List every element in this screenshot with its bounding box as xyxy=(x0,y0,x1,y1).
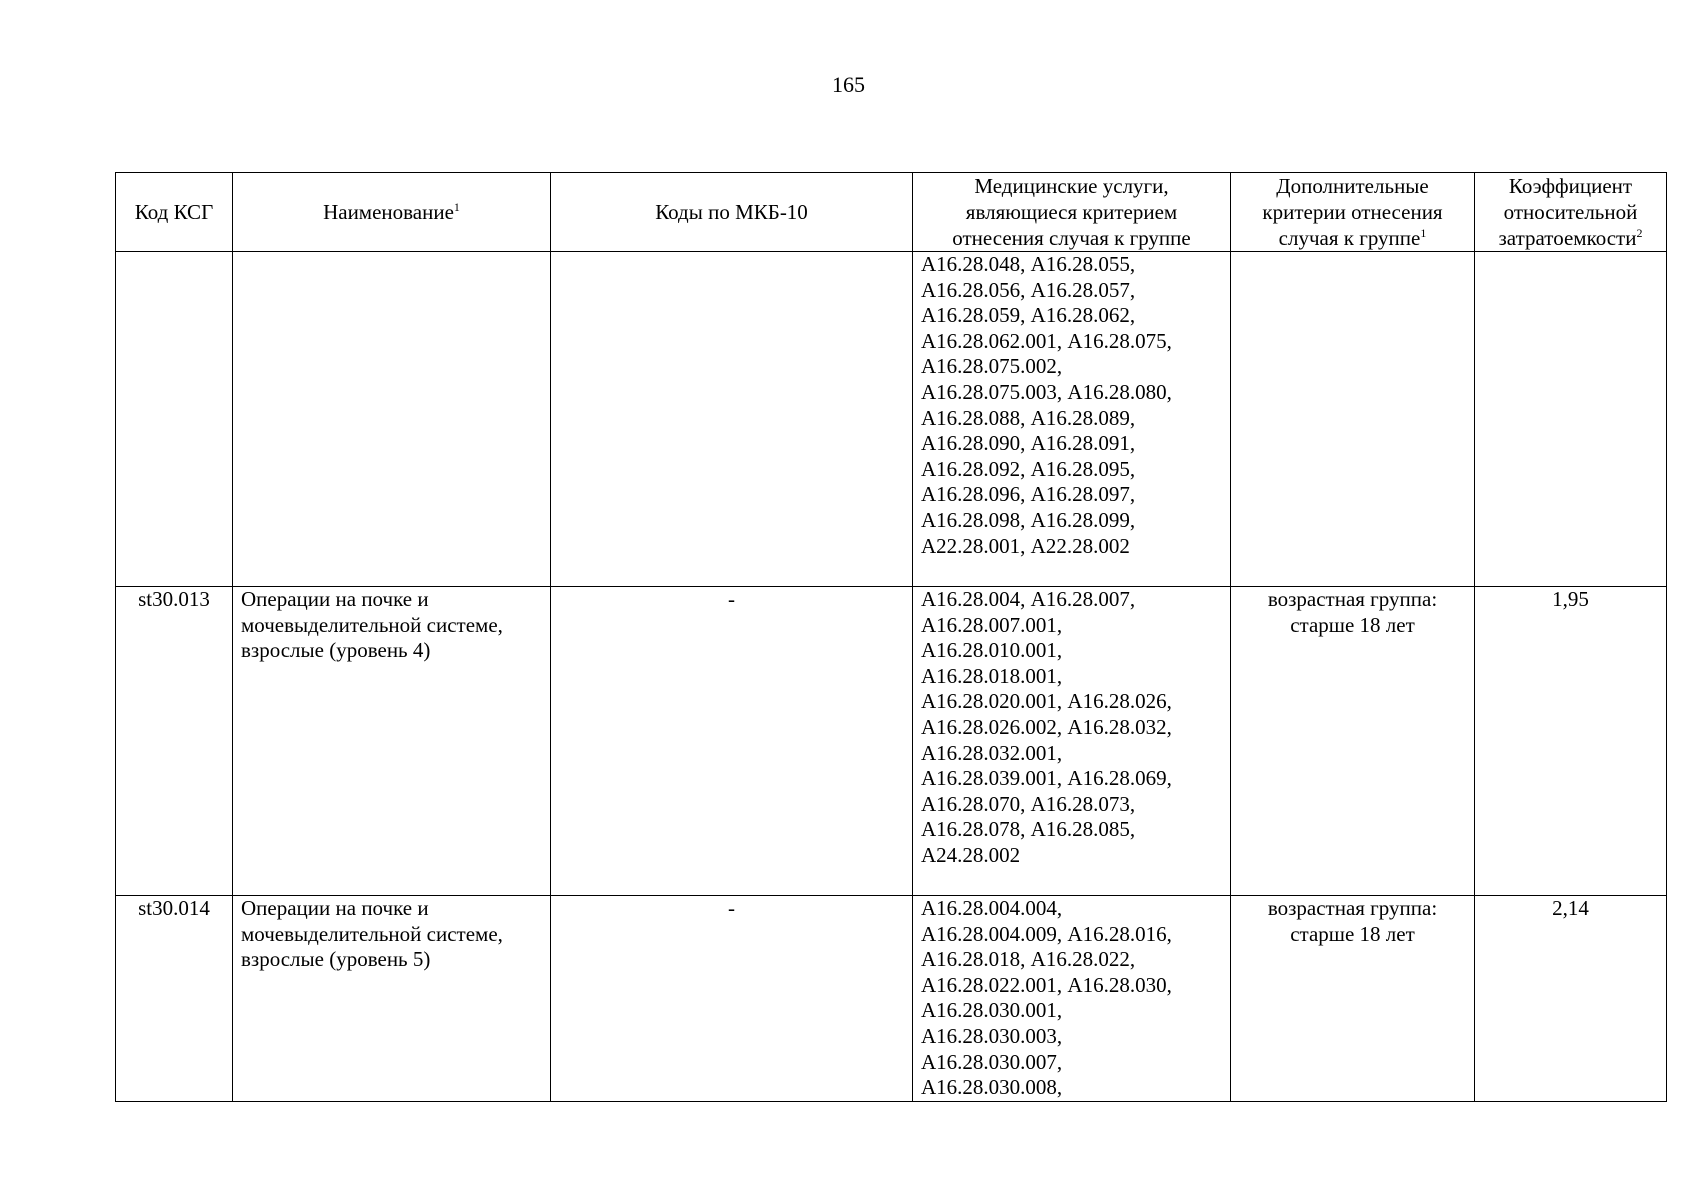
cell-name: Операции на почке и мочевыделительной системе, взрослые (уровень 5) xyxy=(233,896,551,1102)
footnote-marker: 2 xyxy=(1636,226,1643,240)
header-icd: Коды по МКБ-10 xyxy=(551,173,913,252)
cell-services: А16.28.048, А16.28.055, А16.28.056, А16.28.057, А16.28.059, А16.28.062, А16.28.062.001, А16.28.075, А16.28.075.002, А16.28.075.003, А16.28.080, А16.28.088, А16.28.089, А16.28.090, А16.28.091, А16.28.092, А16.28.095, А16.28.096, А16.28.097, А16.28.098, А16.28.099, А22.28.001, А22.28.002 xyxy=(913,252,1231,587)
cell-extra: возрастная группа: старше 18 лет xyxy=(1231,587,1475,896)
ksg-table xyxy=(115,172,1667,1102)
cell-services: А16.28.004, А16.28.007, А16.28.007.001, А16.28.010.001, А16.28.018.001, А16.28.020.001, А16.28.026, А16.28.026.002, А16.28.032, А16.28.032.001, А16.28.039.001, А16.28.069, А16.28.070, А16.28.073, А16.28.078, А16.28.085, А24.28.002 xyxy=(913,587,1231,896)
header-name: Наименование$^1$ xyxy=(233,173,551,252)
cell-icd: - xyxy=(551,896,913,1102)
table-row xyxy=(116,252,1667,587)
cell-code: st30.014 xyxy=(116,896,233,1102)
cell-code xyxy=(116,252,233,587)
cell-name: Операции на почке и мочевыделительной системе, взрослые (уровень 4) xyxy=(233,587,551,896)
page-number: 165 xyxy=(832,72,865,97)
table-row xyxy=(116,896,1667,1102)
table-header-row xyxy=(116,173,1667,252)
header-code: Код КСГ xyxy=(116,173,233,252)
cell-icd xyxy=(551,252,913,587)
footnote-marker: 1 xyxy=(1420,226,1427,240)
footnote-marker: 1 xyxy=(453,200,460,214)
cell-extra xyxy=(1231,252,1475,587)
cell-coef: 2,14 xyxy=(1475,896,1667,1102)
cell-icd: - xyxy=(551,587,913,896)
header-services: Медицинские услуги, являющиеся критерием отнесения случая к группе xyxy=(913,173,1231,252)
cell-name xyxy=(233,252,551,587)
cell-coef: 1,95 xyxy=(1475,587,1667,896)
cell-extra: возрастная группа: старше 18 лет xyxy=(1231,896,1475,1102)
cell-coef xyxy=(1475,252,1667,587)
header-extra: Дополнительные критерии отнесения случая к группе$^1$ xyxy=(1231,173,1475,252)
header-coef: Коэффициент относительной затратоемкости$^2$ xyxy=(1475,173,1667,252)
table-row xyxy=(116,587,1667,896)
cell-code: st30.013 xyxy=(116,587,233,896)
cell-services: А16.28.004.004, А16.28.004.009, А16.28.016, А16.28.018, А16.28.022, А16.28.022.001, А16.28.030, А16.28.030.001, А16.28.030.003, А16.28.030.007, А16.28.030.008, xyxy=(913,896,1231,1102)
